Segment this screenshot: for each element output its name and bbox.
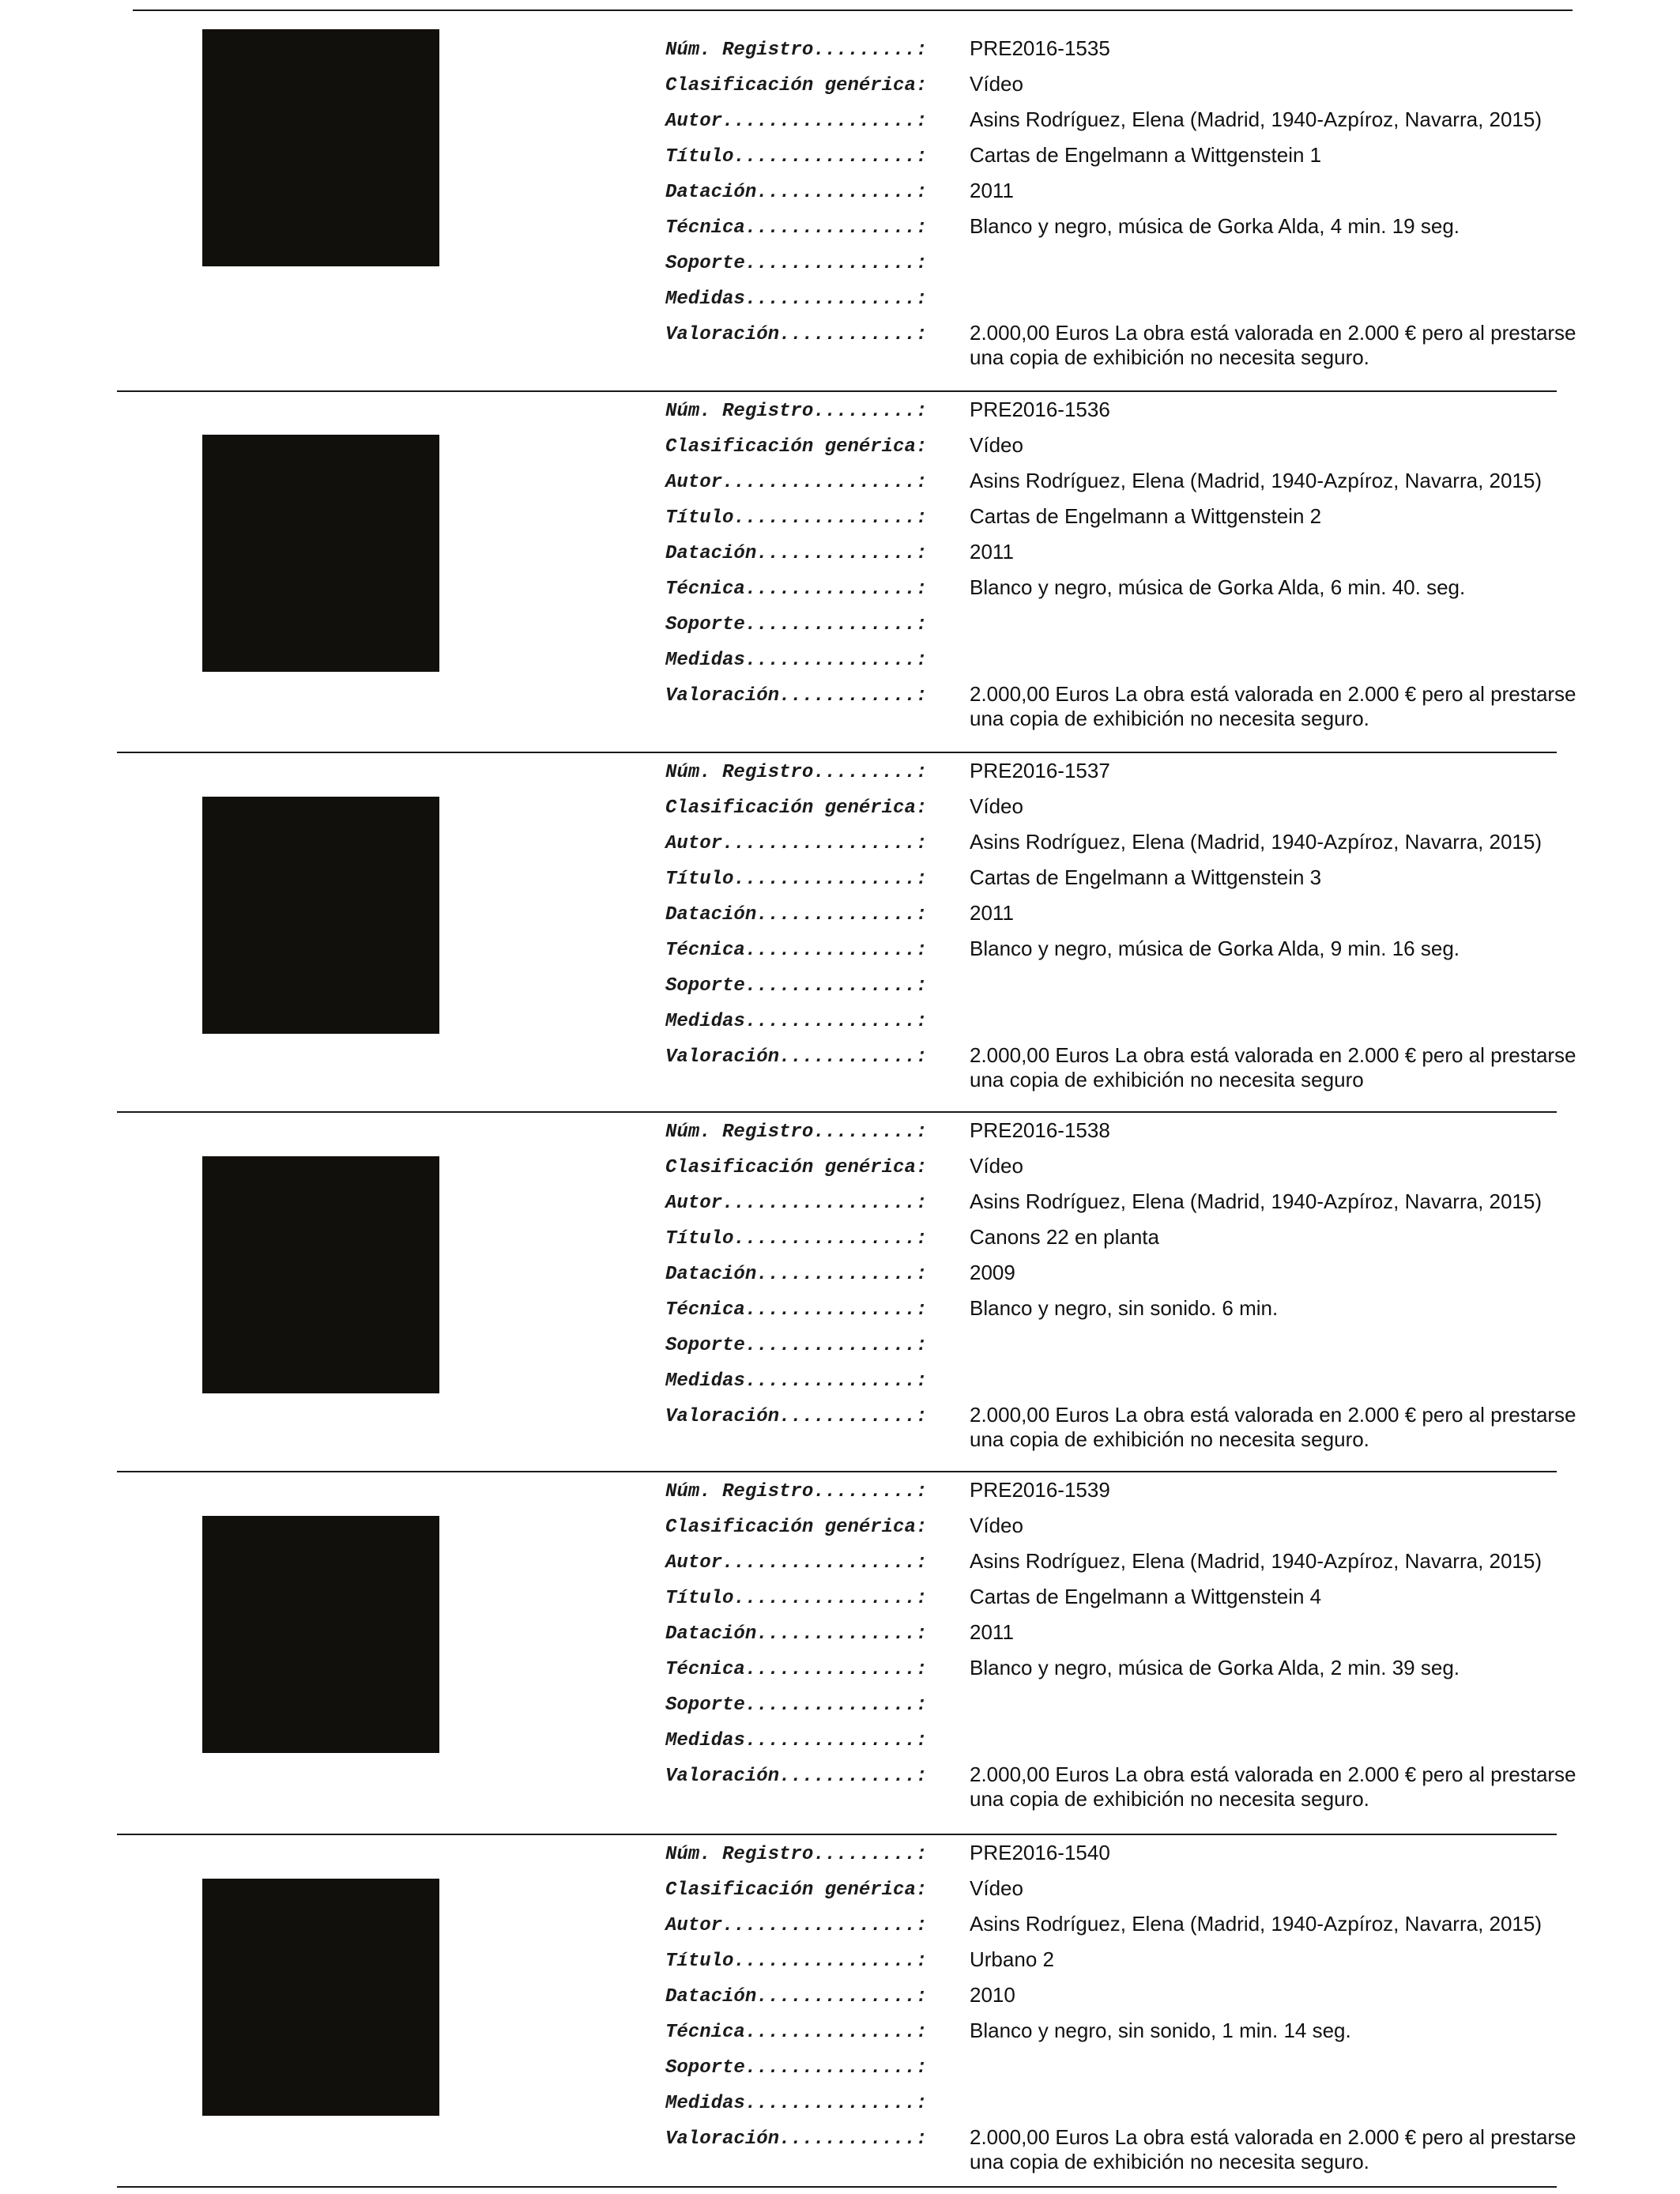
label-medidas: Medidas...............: — [665, 1730, 928, 1751]
value-clasificacion: Vídeo — [970, 433, 1023, 457]
record-divider — [117, 1471, 1557, 1472]
label-titulo: Título................: — [665, 1588, 928, 1609]
label-tecnica: Técnica...............: — [665, 579, 928, 600]
value-titulo: Cartas de Engelmann a Wittgenstein 3 — [970, 865, 1322, 889]
label-datacion: Datación..............: — [665, 1623, 928, 1645]
label-soporte: Soporte...............: — [665, 253, 928, 274]
label-autor: Autor.................: — [665, 1915, 928, 1936]
label-valoracion: Valoración............: — [665, 324, 928, 345]
record-divider — [117, 1834, 1557, 1835]
value-datacion: 2011 — [970, 179, 1014, 202]
label-datacion: Datación..............: — [665, 543, 928, 564]
label-clasificacion: Clasificación genérica: — [665, 1879, 928, 1901]
label-soporte: Soporte...............: — [665, 2057, 928, 2079]
label-registro: Núm. Registro.........: — [665, 1122, 928, 1143]
value-autor: Asins Rodríguez, Elena (Madrid, 1940-Azpíroz, Navarra, 2015) — [970, 830, 1543, 854]
value-valoracion: 2.000,00 Euros La obra está valorada en 2.000 € pero al prestarse una copia de exhibición no necesita seguro. — [970, 682, 1576, 730]
label-tecnica: Técnica...............: — [665, 2022, 928, 2043]
value-registro: PRE2016-1540 — [970, 1841, 1110, 1864]
label-soporte: Soporte...............: — [665, 1695, 928, 1716]
value-titulo: Canons 22 en planta — [970, 1225, 1159, 1249]
label-datacion: Datación..............: — [665, 1264, 928, 1285]
top-divider — [133, 9, 1573, 11]
value-autor: Asins Rodríguez, Elena (Madrid, 1940-Azpíroz, Navarra, 2015) — [970, 1189, 1543, 1213]
label-tecnica: Técnica...............: — [665, 1659, 928, 1680]
artwork-thumbnail[interactable] — [202, 1156, 439, 1393]
value-valoracion: 2.000,00 Euros La obra está valorada en 2.000 € pero al prestarse una copia de exhibición no necesita seguro. — [970, 1762, 1576, 1811]
label-clasificacion: Clasificación genérica: — [665, 1517, 928, 1538]
value-registro: PRE2016-1539 — [970, 1478, 1110, 1502]
label-datacion: Datación..............: — [665, 904, 928, 925]
label-medidas: Medidas...............: — [665, 2093, 928, 2114]
label-clasificacion: Clasificación genérica: — [665, 75, 928, 96]
record-divider — [117, 2186, 1557, 2188]
label-clasificacion: Clasificación genérica: — [665, 1157, 928, 1178]
value-clasificacion: Vídeo — [970, 1514, 1023, 1537]
value-valoracion: 2.000,00 Euros La obra está valorada en 2.000 € pero al prestarse una copia de exhibición no necesita seguro. — [970, 321, 1576, 369]
label-titulo: Título................: — [665, 1951, 928, 1972]
label-datacion: Datación..............: — [665, 182, 928, 203]
label-registro: Núm. Registro.........: — [665, 762, 928, 783]
label-valoracion: Valoración............: — [665, 685, 928, 707]
value-tecnica: Blanco y negro, música de Gorka Alda, 2 min. 39 seg. — [970, 1656, 1460, 1679]
label-autor: Autor.................: — [665, 111, 928, 132]
label-medidas: Medidas...............: — [665, 288, 928, 310]
value-valoracion: 2.000,00 Euros La obra está valorada en 2.000 € pero al prestarse una copia de exhibición no necesita seguro. — [970, 2125, 1576, 2173]
artwork-thumbnail[interactable] — [202, 435, 439, 672]
value-valoracion: 2.000,00 Euros La obra está valorada en 2.000 € pero al prestarse una copia de exhibición no necesita seguro — [970, 1043, 1576, 1091]
value-registro: PRE2016-1537 — [970, 759, 1110, 782]
label-registro: Núm. Registro.........: — [665, 401, 928, 422]
label-autor: Autor.................: — [665, 1193, 928, 1214]
label-clasificacion: Clasificación genérica: — [665, 797, 928, 819]
value-tecnica: Blanco y negro, sin sonido. 6 min. — [970, 1296, 1279, 1320]
label-datacion: Datación..............: — [665, 1986, 928, 2007]
label-registro: Núm. Registro.........: — [665, 40, 928, 61]
label-valoracion: Valoración............: — [665, 1406, 928, 1427]
label-tecnica: Técnica...............: — [665, 940, 928, 961]
record-divider — [117, 390, 1557, 392]
value-registro: PRE2016-1536 — [970, 398, 1110, 421]
label-soporte: Soporte...............: — [665, 975, 928, 997]
value-autor: Asins Rodríguez, Elena (Madrid, 1940-Azpíroz, Navarra, 2015) — [970, 1912, 1543, 1936]
label-medidas: Medidas...............: — [665, 1370, 928, 1392]
label-valoracion: Valoración............: — [665, 1766, 928, 1787]
value-tecnica: Blanco y negro, música de Gorka Alda, 4 min. 19 seg. — [970, 214, 1460, 238]
value-datacion: 2011 — [970, 901, 1014, 925]
value-clasificacion: Vídeo — [970, 72, 1023, 96]
value-tecnica: Blanco y negro, música de Gorka Alda, 6 min. 40. seg. — [970, 575, 1466, 599]
value-titulo: Cartas de Engelmann a Wittgenstein 2 — [970, 504, 1322, 528]
label-clasificacion: Clasificación genérica: — [665, 436, 928, 458]
value-autor: Asins Rodríguez, Elena (Madrid, 1940-Azpíroz, Navarra, 2015) — [970, 469, 1543, 492]
label-autor: Autor.................: — [665, 833, 928, 854]
label-medidas: Medidas...............: — [665, 650, 928, 671]
value-valoracion: 2.000,00 Euros La obra está valorada en 2.000 € pero al prestarse una copia de exhibición no necesita seguro. — [970, 1403, 1576, 1451]
record-divider — [117, 1111, 1557, 1113]
label-soporte: Soporte...............: — [665, 1335, 928, 1356]
value-autor: Asins Rodríguez, Elena (Madrid, 1940-Azpíroz, Navarra, 2015) — [970, 107, 1543, 131]
label-registro: Núm. Registro.........: — [665, 1844, 928, 1865]
value-clasificacion: Vídeo — [970, 1876, 1023, 1900]
label-soporte: Soporte...............: — [665, 614, 928, 635]
label-titulo: Título................: — [665, 869, 928, 890]
artwork-thumbnail[interactable] — [202, 29, 439, 266]
value-datacion: 2010 — [970, 1983, 1015, 2007]
label-medidas: Medidas...............: — [665, 1011, 928, 1032]
label-autor: Autor.................: — [665, 1552, 928, 1574]
value-registro: PRE2016-1535 — [970, 36, 1110, 60]
label-tecnica: Técnica...............: — [665, 1299, 928, 1321]
value-tecnica: Blanco y negro, música de Gorka Alda, 9 min. 16 seg. — [970, 937, 1460, 960]
label-valoracion: Valoración............: — [665, 2128, 928, 2150]
label-titulo: Título................: — [665, 507, 928, 529]
value-clasificacion: Vídeo — [970, 794, 1023, 818]
label-autor: Autor.................: — [665, 472, 928, 493]
artwork-thumbnail[interactable] — [202, 1879, 439, 2116]
value-titulo: Urbano 2 — [970, 1947, 1054, 1971]
value-datacion: 2009 — [970, 1261, 1015, 1284]
label-registro: Núm. Registro.........: — [665, 1481, 928, 1502]
label-titulo: Título................: — [665, 146, 928, 168]
value-autor: Asins Rodríguez, Elena (Madrid, 1940-Azpíroz, Navarra, 2015) — [970, 1549, 1543, 1573]
artwork-thumbnail[interactable] — [202, 797, 439, 1034]
value-registro: PRE2016-1538 — [970, 1118, 1110, 1142]
value-titulo: Cartas de Engelmann a Wittgenstein 1 — [970, 143, 1322, 167]
label-tecnica: Técnica...............: — [665, 217, 928, 239]
artwork-thumbnail[interactable] — [202, 1516, 439, 1753]
value-titulo: Cartas de Engelmann a Wittgenstein 4 — [970, 1585, 1322, 1608]
value-datacion: 2011 — [970, 540, 1014, 564]
value-tecnica: Blanco y negro, sin sonido, 1 min. 14 seg. — [970, 2019, 1351, 2042]
value-datacion: 2011 — [970, 1620, 1014, 1644]
value-clasificacion: Vídeo — [970, 1154, 1023, 1178]
label-titulo: Título................: — [665, 1228, 928, 1250]
record-divider — [117, 752, 1557, 753]
label-valoracion: Valoración............: — [665, 1046, 928, 1068]
